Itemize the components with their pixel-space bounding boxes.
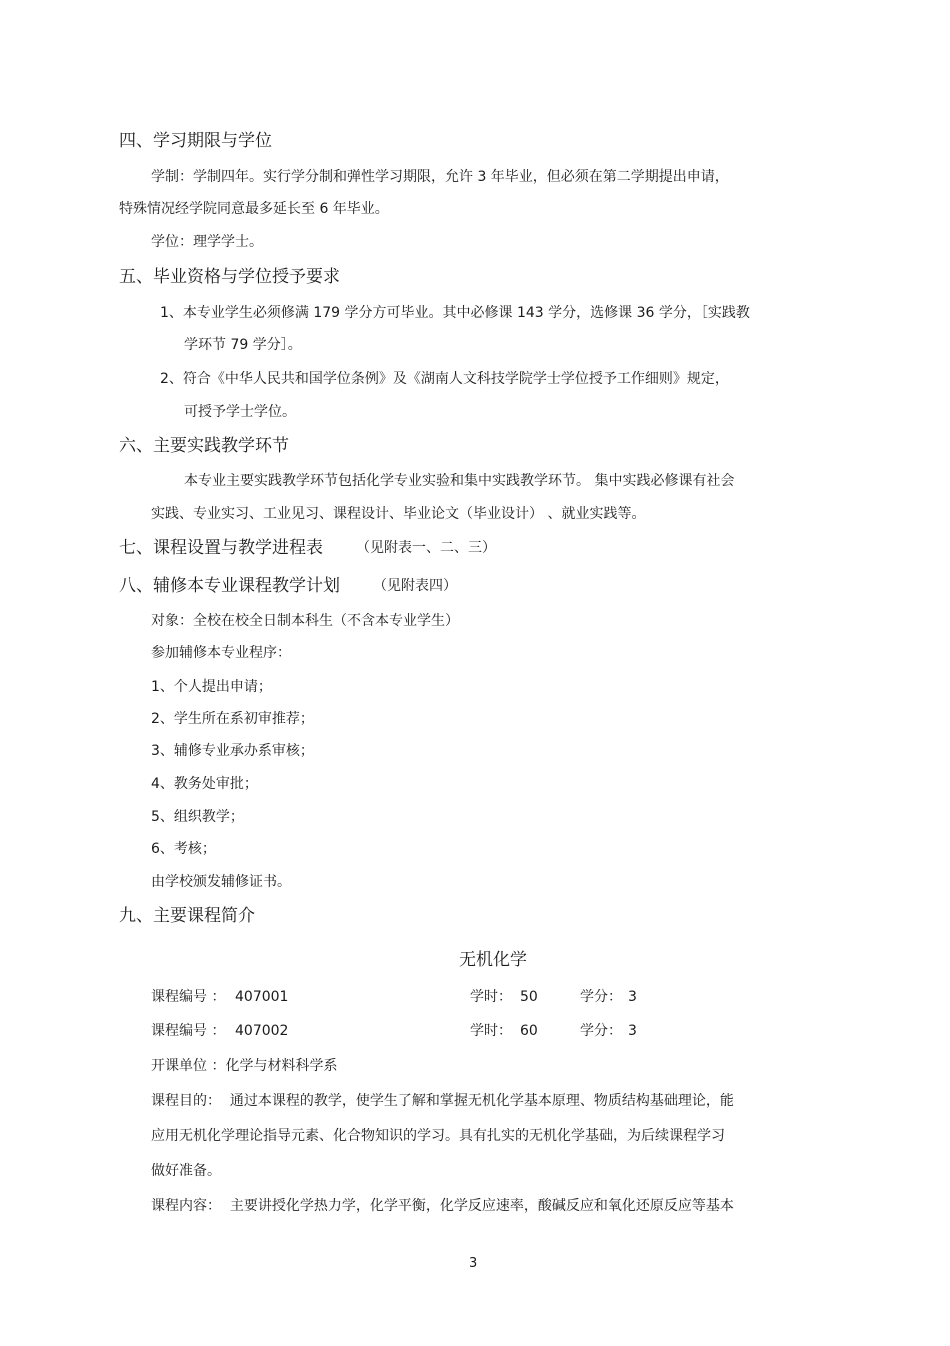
course-hours-label: 学时： (470, 1023, 512, 1039)
section-8-heading: 八、辅修本专业课程教学计划 (119, 576, 340, 596)
course-code: 407001 (235, 989, 289, 1005)
course-credit: 3 (628, 989, 637, 1005)
section-4-line-2: 特殊情况经学院同意最多延长至 6 年毕业。 (119, 201, 389, 217)
section-4-heading: 四、学习期限与学位 (119, 131, 272, 151)
course-code-label: 课程编号 ： (151, 1023, 226, 1039)
section-5-item-2-line-1: 2、符合《中华人民共和国学位条例》及《湖南人文科技学院学士学位授予工作细则》规定， (160, 371, 729, 387)
course-credit-label: 学分： (580, 989, 622, 1005)
course-code: 407002 (235, 1023, 289, 1039)
course-content-line-1: 课程内容： 主要讲授化学热力学，化学平衡，化学反应速率，酸碱反应和氧化还原反应等基本 (151, 1198, 734, 1214)
procedure-step: 5、组织教学； (151, 809, 244, 825)
course-title: 无机化学 (459, 950, 527, 970)
course-hours: 50 (520, 989, 538, 1005)
section-5-item-2-line-2: 可授予学士学位。 (184, 404, 296, 420)
course-credit: 3 (628, 1023, 637, 1039)
section-8-procedure-title: 参加辅修本专业程序： (151, 645, 291, 661)
course-code-label: 课程编号 ： (151, 989, 226, 1005)
section-6-line-1: 本专业主要实践教学环节包括化学专业实验和集中实践教学环节。 集中实践必修课有社会 (184, 473, 735, 489)
section-4-line-1: 学制：学制四年。实行学分制和弹性学习期限，允许 3 年毕业，但必须在第二学期提出申请， (151, 169, 729, 185)
section-7-note: （见附表一、二、三） (356, 540, 496, 556)
procedure-step: 4、教务处审批； (151, 776, 258, 792)
procedure-step: 3、辅修专业承办系审核； (151, 743, 314, 759)
section-9-heading: 九、主要课程简介 (119, 906, 255, 926)
course-purpose-line-2: 应用无机化学理论指导元素、化合物知识的学习。具有扎实的无机化学基础，为后续课程学习 (151, 1128, 725, 1144)
course-purpose-line-1: 课程目的： 通过本课程的教学，使学生了解和掌握无机化学基本原理、物质结构基础理论，能 (151, 1093, 734, 1109)
section-5-item-1-line-2: 学环节 79 学分］。 (184, 337, 302, 353)
section-8-closing: 由学校颁发辅修证书。 (151, 874, 291, 890)
section-5-item-1-line-1: 1、本专业学生必须修满 179 学分方可毕业。其中必修课 143 学分，选修课 36 学分，［实践教 (160, 305, 750, 321)
section-6-heading: 六、主要实践教学环节 (119, 436, 289, 456)
course-credit-label: 学分： (580, 1023, 622, 1039)
course-hours: 60 (520, 1023, 538, 1039)
section-6-line-2: 实践、专业实习、工业见习、课程设计、毕业论文（毕业设计） 、就业实践等。 (151, 506, 646, 522)
course-purpose-line-3: 做好准备。 (151, 1163, 221, 1179)
section-8-note: （见附表四） (373, 578, 457, 594)
section-4-line-3: 学位：理学学士。 (151, 234, 263, 250)
section-8-target: 对象：全校在校全日制本科生（不含本专业学生） (151, 613, 459, 629)
procedure-step: 1、个人提出申请； (151, 679, 272, 695)
procedure-step: 2、学生所在系初审推荐； (151, 711, 314, 727)
procedure-step: 6、考核； (151, 841, 216, 857)
section-5-heading: 五、毕业资格与学位授予要求 (119, 267, 340, 287)
course-hours-label: 学时： (470, 989, 512, 1005)
course-department: 开课单位 ：化学与材料科学系 (151, 1058, 338, 1074)
page-number: 3 (469, 1256, 478, 1271)
section-7-heading: 七、课程设置与教学进程表 (119, 538, 323, 558)
